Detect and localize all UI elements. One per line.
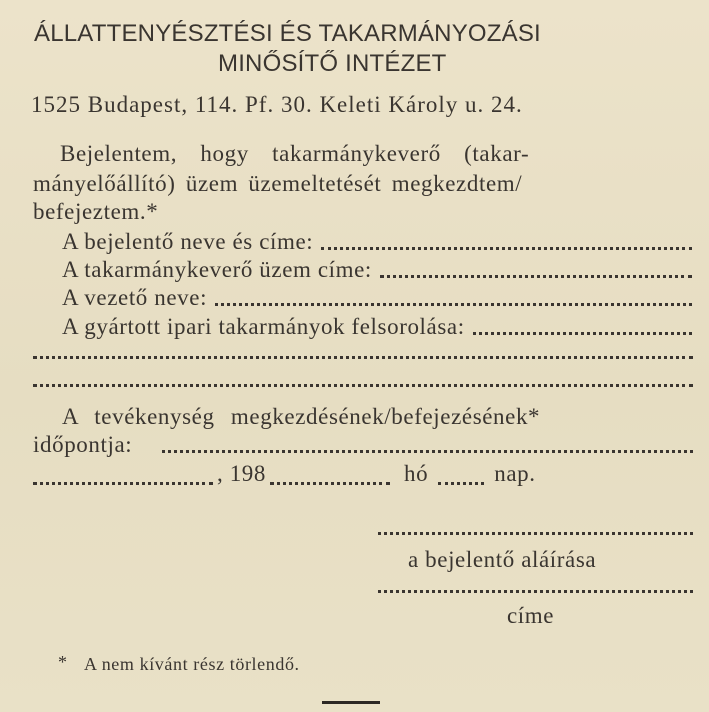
date-label-row[interactable] (33, 433, 693, 456)
signer-address-label: címe (507, 603, 555, 628)
institute-name-line1: ÁLLATTENYÉSZTÉSI ÉS TAKARMÁNYOZÁSI (34, 20, 541, 47)
year-prefix: 198 (229, 461, 267, 486)
date-fields-row[interactable] (33, 462, 613, 485)
year-month-fill-line[interactable] (270, 482, 390, 485)
date-fill-line[interactable] (162, 450, 693, 453)
reporter-name-fill-line[interactable] (321, 247, 692, 250)
reporter-name-row[interactable] (62, 230, 692, 253)
blank-line-2[interactable] (33, 384, 693, 387)
plant-address-label: A takarmánykeverő üzem címe: (62, 257, 372, 282)
date-comma: , (217, 461, 230, 486)
products-label: A gyártott ipari takarmányok felsorolása: (62, 314, 465, 339)
footnote-star: * (58, 652, 68, 672)
institute-name-line2: MINŐSÍTŐ INTÉZET (218, 50, 447, 77)
institute-address: 1525 Budapest, 114. Pf. 30. Keleti Károly u. 24. (31, 92, 523, 117)
reporter-name-label: A bejelentő neve és címe: (62, 229, 314, 254)
place-fill-line[interactable] (33, 482, 213, 485)
month-word: hó (404, 461, 429, 486)
plant-address-row[interactable] (62, 258, 692, 281)
plant-address-fill-line[interactable] (380, 275, 692, 278)
products-row[interactable] (62, 315, 692, 338)
manager-name-label: A vezető neve: (62, 285, 208, 310)
intro-line2: mányelőállító) üzem üzemeltetését megkezdtem/ (33, 171, 523, 196)
footnote-text: A nem kívánt rész törlendő. (84, 654, 300, 674)
bottom-rule (322, 701, 380, 704)
activity-date-line1: A tevékenység megkezdésének/befejezésének* (62, 404, 541, 429)
date-label: időpontja: (33, 432, 133, 457)
products-fill-line[interactable] (473, 332, 692, 335)
signature-label: a bejelentő aláírása (408, 547, 597, 572)
signature-line[interactable] (378, 532, 693, 535)
manager-name-row[interactable] (62, 286, 692, 309)
intro-line3: befejeztem.* (33, 199, 159, 224)
blank-line-1[interactable] (33, 356, 693, 359)
day-fill-line[interactable] (438, 482, 484, 485)
signer-address-line[interactable] (378, 590, 693, 593)
day-word: nap. (494, 461, 536, 486)
manager-name-fill-line[interactable] (215, 303, 692, 306)
intro-line1: Bejelentem, hogy takarmánykeverő (takar- (60, 141, 530, 166)
